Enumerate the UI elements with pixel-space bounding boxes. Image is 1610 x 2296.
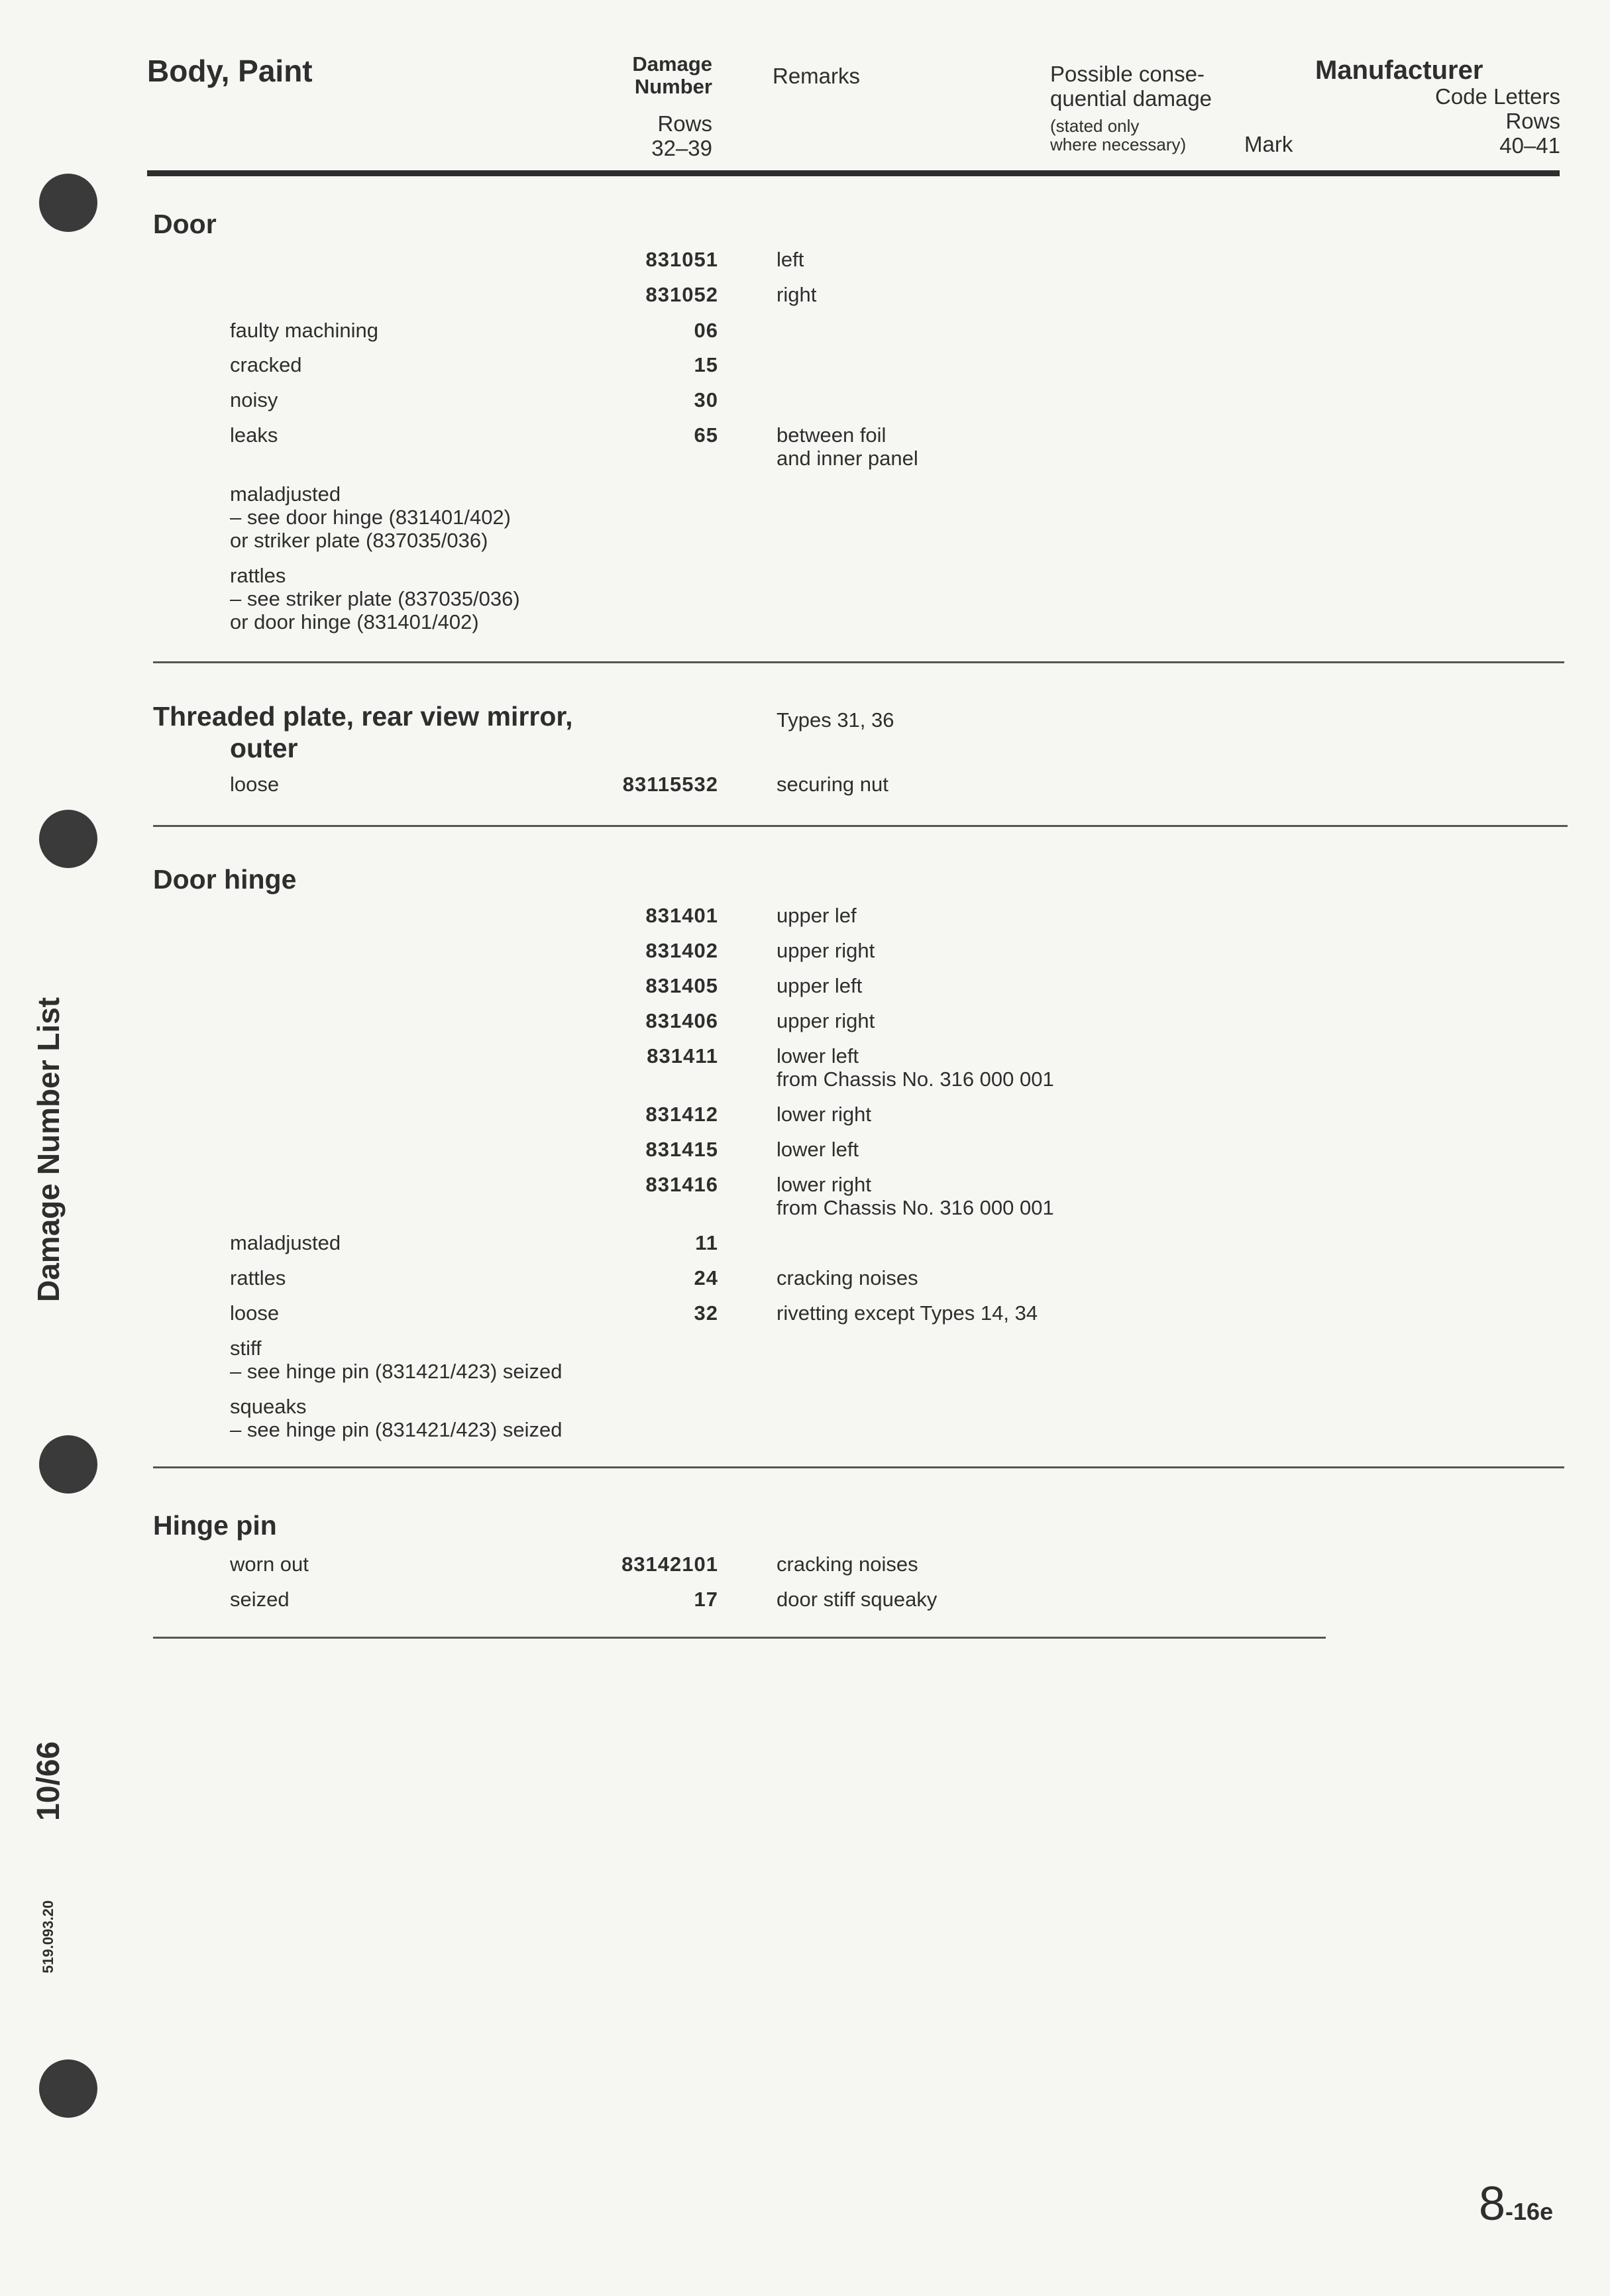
remark: lower right from Chassis No. 316 000 001 <box>777 1173 1054 1219</box>
damage-number-line1: Damage <box>632 52 712 76</box>
damage-label: faulty machining <box>230 319 379 342</box>
damage-number: 831416 <box>645 1173 718 1196</box>
rows-left-heading <box>596 111 712 160</box>
damage-label: cracked <box>230 353 302 376</box>
remark: right <box>777 283 817 306</box>
damage-label: worn out <box>230 1553 309 1576</box>
section-title-line2: outer <box>230 733 298 763</box>
binder-hole <box>39 1435 97 1494</box>
remark: lower left <box>777 1138 859 1161</box>
page-number-suffix: -16e <box>1505 2198 1554 2225</box>
damage-number: 17 <box>694 1588 718 1611</box>
section-divider <box>153 1637 1326 1639</box>
types-remark: Types 31, 36 <box>777 708 894 732</box>
side-date: 10/66 <box>31 1741 66 1821</box>
remark: rivetting except Types 14, 34 <box>777 1301 1038 1325</box>
damage-number: 11 <box>695 1231 718 1254</box>
damage-label: noisy <box>230 388 278 411</box>
damage-number: 831402 <box>645 939 718 962</box>
damage-number: 15 <box>694 353 718 376</box>
binder-hole <box>39 174 97 232</box>
damage-label: leaks <box>230 423 278 447</box>
damage-label: rattles <box>230 1266 286 1289</box>
damage-number: 30 <box>694 388 718 411</box>
section-title-door: Door <box>153 209 217 239</box>
remark: upper right <box>777 1009 875 1032</box>
section-title-pin: Hinge pin <box>153 1510 277 1541</box>
damage-label: loose <box>230 773 280 796</box>
rows-left-value: 32–39 <box>651 136 712 160</box>
remark: upper right <box>777 939 875 962</box>
remark: lower right <box>777 1103 871 1126</box>
damage-number: 831051 <box>645 248 718 271</box>
damage-number: 65 <box>694 423 718 447</box>
section-divider <box>153 1466 1564 1468</box>
damage-number: 831411 <box>647 1044 718 1067</box>
damage-number: 83115532 <box>622 773 718 796</box>
remark: upper lef <box>777 904 857 927</box>
consequential-line2: quential damage <box>1050 86 1212 111</box>
damage-number: 83142101 <box>621 1553 718 1576</box>
section-divider <box>153 661 1564 663</box>
remark: between foil and inner panel <box>777 423 918 470</box>
header-rule <box>147 170 1560 176</box>
code-letters: Code Letters <box>1435 84 1560 109</box>
consequential-line1: Possible conse- <box>1050 62 1205 86</box>
rows-right-label: Rows <box>1505 109 1560 133</box>
remark: securing nut <box>777 773 888 796</box>
remark: left <box>777 248 804 271</box>
consequential-note2: where necessary) <box>1050 135 1187 154</box>
page-number <box>1479 2177 1554 2236</box>
consequential-note <box>1050 117 1186 154</box>
remarks-heading: Remarks <box>773 64 861 88</box>
damage-number: 831415 <box>645 1138 718 1161</box>
consequential-heading <box>1050 62 1212 111</box>
manufacturer-codes <box>1435 84 1560 158</box>
damage-number: 831405 <box>645 974 718 997</box>
damage-number: 831406 <box>645 1009 718 1032</box>
remark: lower left from Chassis No. 316 000 001 <box>777 1044 1054 1091</box>
section-title-mirror <box>153 700 572 764</box>
remark: upper left <box>777 974 863 997</box>
damage-label: maladjusted <box>230 1231 341 1254</box>
damage-label: seized <box>230 1588 290 1611</box>
damage-label: loose <box>230 1301 280 1325</box>
binder-hole <box>39 2059 97 2118</box>
cross-reference-note: rattles – see striker plate (837035/036) or door hinge (831401/402) <box>230 564 520 633</box>
binder-hole <box>39 810 97 868</box>
consequential-note1: (stated only <box>1050 116 1140 136</box>
damage-number: 24 <box>694 1266 718 1289</box>
cross-reference-note: stiff – see hinge pin (831421/423) seized <box>230 1337 563 1383</box>
side-title: Damage Number List <box>31 997 66 1302</box>
page-title: Body, Paint <box>147 54 313 88</box>
damage-number: 831412 <box>645 1103 718 1126</box>
section-title-hinge: Door hinge <box>153 864 297 895</box>
damage-number: 831052 <box>645 283 718 306</box>
remark: cracking noises <box>777 1553 918 1576</box>
damage-number: 32 <box>694 1301 718 1325</box>
cross-reference-note: squeaks – see hinge pin (831421/423) seized <box>230 1395 563 1441</box>
damage-number: 831401 <box>645 904 718 927</box>
remark: door stiff squeaky <box>777 1588 938 1611</box>
page-number-main: 8 <box>1479 2177 1506 2230</box>
mark-heading: Mark <box>1244 132 1293 156</box>
damage-number: 06 <box>694 319 718 342</box>
damage-number-heading <box>596 53 712 98</box>
remark: cracking noises <box>777 1266 918 1289</box>
section-divider <box>153 825 1568 827</box>
section-title-line1: Threaded plate, rear view mirror, <box>153 701 573 732</box>
damage-number-line2: Number <box>634 75 712 98</box>
rows-left-label: Rows <box>657 111 712 136</box>
manufacturer-heading: Manufacturer <box>1315 56 1483 85</box>
side-code: 519.093.20 <box>40 1900 56 1973</box>
rows-right-value: 40–41 <box>1499 133 1560 158</box>
cross-reference-note: maladjusted – see door hinge (831401/402) or striker plate (837035/036) <box>230 482 511 552</box>
